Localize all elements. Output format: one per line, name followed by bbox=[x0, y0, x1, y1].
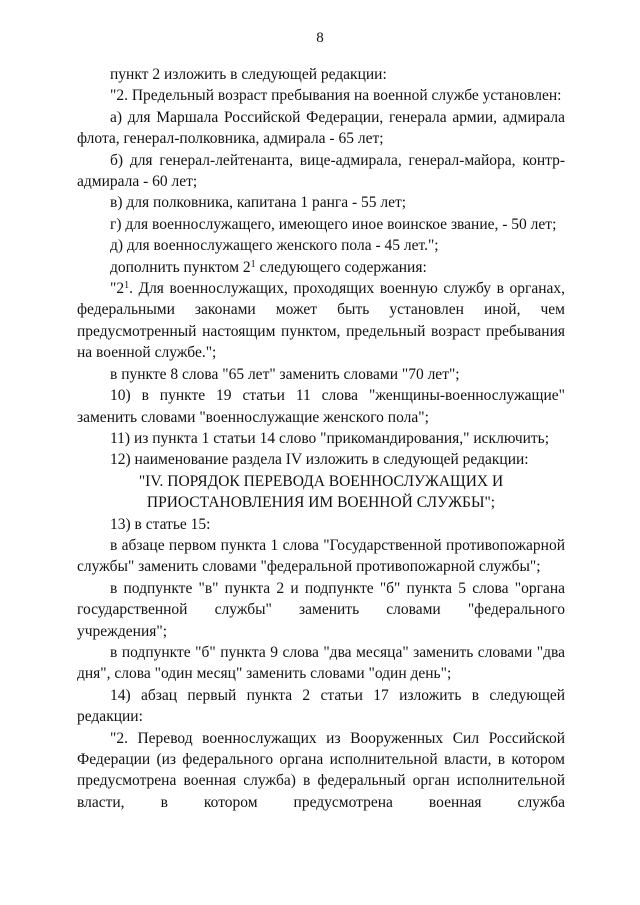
superscript: 1 bbox=[124, 280, 130, 292]
paragraph: пункт 2 изложить в следующей редакции: bbox=[110, 66, 387, 83]
paragraph-text: дополнить пунктом 2 bbox=[110, 258, 251, 276]
paragraph: б) для генерал-лейтенанта, вице-адмирала, генерал-майора, контр-адмирала - 60 лет; bbox=[77, 151, 565, 191]
paragraph: 13) в статье 15: bbox=[110, 515, 211, 533]
paragraph: 12) наименование раздела IV изложить в следующей редакции: bbox=[110, 451, 529, 469]
paragraph bbox=[77, 278, 565, 364]
page-number: 8 bbox=[316, 30, 324, 46]
superscript: 1 bbox=[250, 258, 256, 270]
paragraph: "2. Перевод военнослужащих из Вооруженных Сил Российской Федерации (из федерального органа исполнительной власти, в котором предусмотрена военная служба) в федеральный орган исполнительной власти, в котором предусмотрена военная служба bbox=[77, 729, 565, 811]
paragraph: в) для полковника, капитана 1 ранга - 55 лет; bbox=[110, 194, 407, 212]
paragraph: в пункте 8 слова "65 лет" заменить словами "70 лет"; bbox=[110, 365, 460, 383]
paragraph bbox=[77, 257, 565, 278]
paragraph: д) для военнослужащего женского пола - 45 лет."; bbox=[110, 237, 439, 255]
paragraph: а) для Маршала Российской Федерации, генерала армии, адмирала флота, генерал-полковника, адмирала - 65 лет; bbox=[77, 108, 565, 148]
paragraph-text: следующего содержания: bbox=[255, 258, 427, 276]
section-heading: "IV. ПОРЯДОК ПЕРЕВОДА ВОЕННОСЛУЖАЩИХ И ПРИОСТАНОВЛЕНИЯ ИМ ВОЕННОЙ СЛУЖБЫ"; bbox=[138, 472, 504, 512]
paragraph: 14) абзац первый пункта 2 статьи 17 изложить в следующей редакции: bbox=[77, 686, 565, 726]
paragraph: 10) в пункте 19 статьи 11 слова "женщины-военнослужащие" заменить словами "военнослужащие женского пола"; bbox=[77, 387, 565, 426]
document-body bbox=[77, 64, 565, 813]
paragraph: в подпункте "в" пункта 2 и подпункте "б" пункта 5 слова "органа государственной службы" заменить словами "федерального учреждения"; bbox=[77, 579, 565, 640]
paragraph: 11) из пункта 1 статьи 14 слово "прикомандирования," исключить; bbox=[110, 429, 550, 447]
paragraph: в абзаце первом пункта 1 слова "Государственной противопожарной службы" заменить словами "федеральной противопожарной службы"; bbox=[77, 536, 565, 576]
paragraph: г) для военнослужащего, имеющего иное воинское звание, - 50 лет; bbox=[110, 215, 557, 233]
paragraph-text: . Для военнослужащих, проходящих военную службу в органах, федеральными законами может быть установлен иной, чем предусмотренный настоящим пунктом, предельный возраст пребывания на военной службе."; bbox=[77, 280, 565, 362]
paragraph: в подпункте "б" пункта 9 слова "два месяца" заменить словами "два дня", слова "один месяц" заменить словами "один день"; bbox=[77, 643, 565, 683]
paragraph: "2. Предельный возраст пребывания на военной службе установлен: bbox=[110, 87, 562, 105]
paragraph-text: "2 bbox=[110, 280, 125, 298]
